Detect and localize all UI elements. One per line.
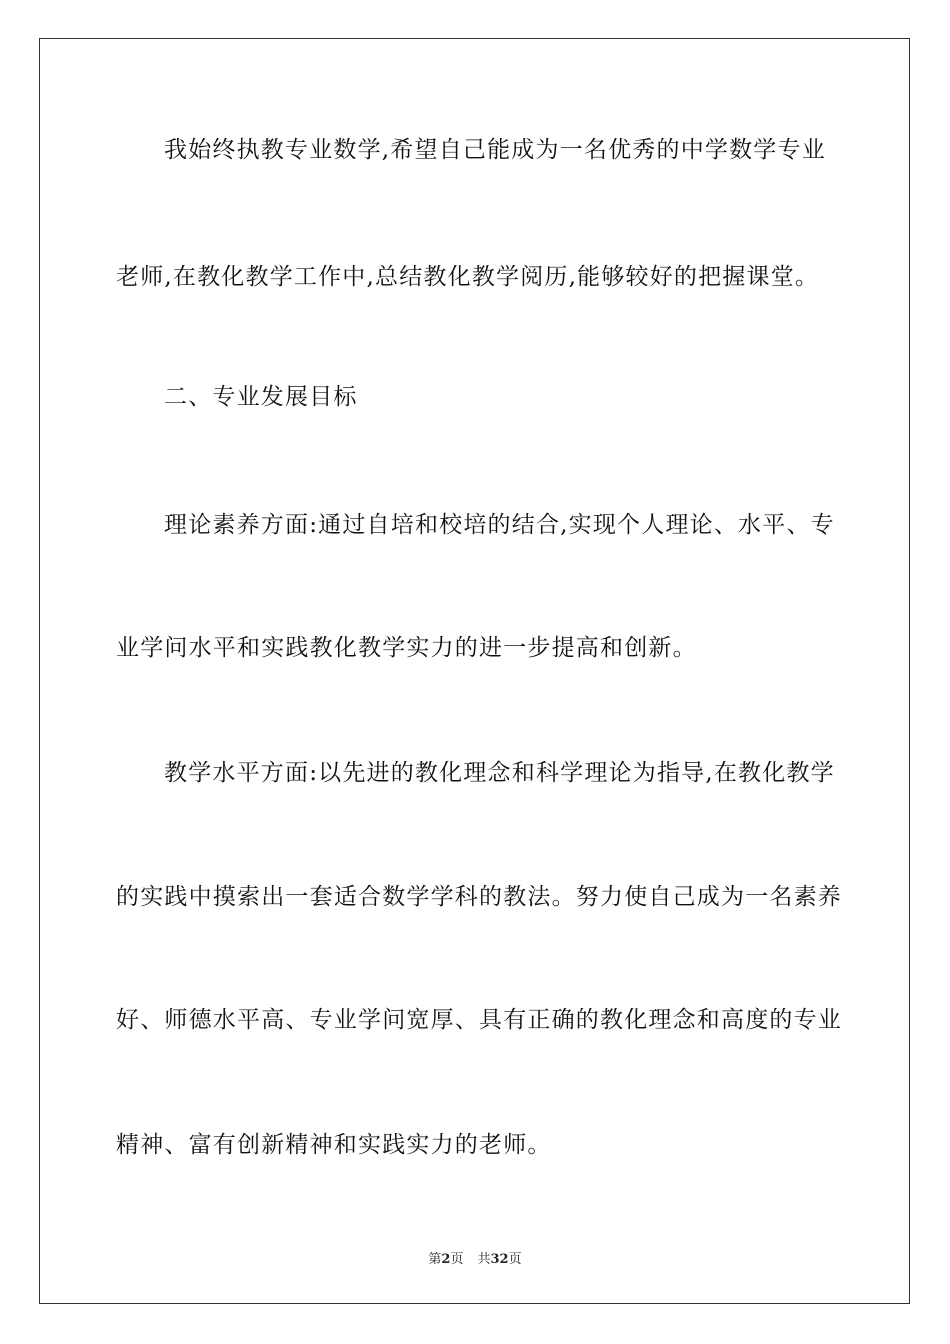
paragraph-3-line-4: 精神、富有创新精神和实践实力的老师。 [116, 1132, 552, 1158]
paragraph-2-line-1: 理论素养方面:通过自培和校培的结合,实现个人理论、水平、专 [164, 512, 835, 538]
footer-page-prefix: 第 [428, 1252, 442, 1267]
footer-total-prefix: 共 [477, 1252, 491, 1267]
footer-total-pages: 32 [490, 1252, 509, 1267]
section-heading: 二、专业发展目标 [164, 384, 358, 410]
page-footer [0, 1248, 950, 1267]
footer-page-suffix: 页 [450, 1252, 464, 1267]
paragraph-1-line-1: 我始终执教专业数学,希望自己能成为一名优秀的中学数学专业 [164, 137, 826, 163]
page-frame [39, 38, 910, 1304]
paragraph-2-line-2: 业学问水平和实践教化教学实力的进一步提高和创新。 [116, 635, 697, 661]
paragraph-1-line-2: 老师,在教化教学工作中,总结教化教学阅历,能够较好的把握课堂。 [116, 264, 820, 290]
footer-total-suffix: 页 [508, 1252, 522, 1267]
paragraph-3-line-1: 教学水平方面:以先进的教化理念和科学理论为指导,在教化教学 [164, 760, 835, 786]
paragraph-3-line-2: 的实践中摸索出一套适合数学学科的教法。努力使自己成为一名素养 [116, 884, 842, 910]
paragraph-3-line-3: 好、师德水平高、专业学问宽厚、具有正确的教化理念和高度的专业 [116, 1007, 842, 1033]
footer-page-number: 2 [441, 1252, 451, 1267]
